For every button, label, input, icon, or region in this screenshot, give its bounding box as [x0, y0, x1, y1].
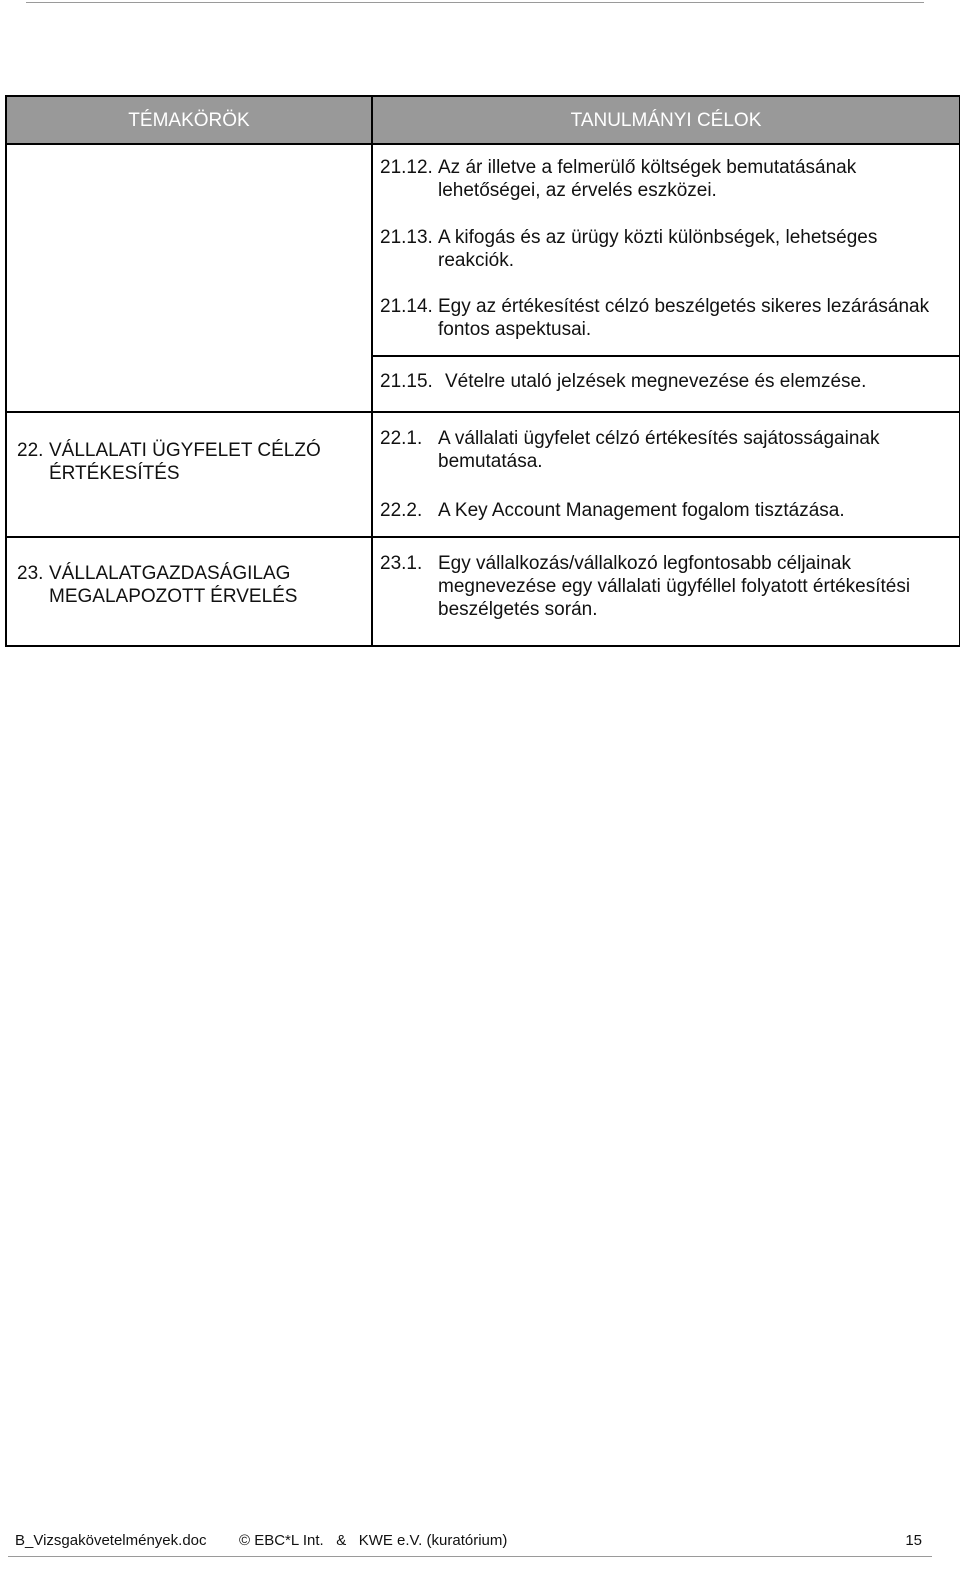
objective-cell: [372, 485, 960, 537]
objective-number: 23.1.: [380, 553, 423, 574]
topic-cell-empty: [6, 356, 372, 412]
topic-title: VÁLLALATI ÜGYFELET CÉLZÓ ÉRTÉKESÍTÉS: [49, 440, 321, 484]
top-rule: [26, 2, 924, 3]
objective-cell: [372, 282, 960, 356]
topic-cell-empty: [6, 282, 372, 356]
objective-text: A vállalati ügyfelet célzó értékesítés sajátosságainak bemutatása.: [438, 428, 880, 472]
topic-number: 22.: [17, 440, 44, 461]
objective-number: 21.15.: [380, 371, 433, 392]
footer-copyright: © EBC*L Int. & KWE e.V. (kuratórium): [239, 1532, 508, 1549]
table-row: [6, 412, 960, 485]
objective-cell: [372, 212, 960, 282]
topic-cell-empty: [6, 144, 372, 212]
objective-cell: [372, 144, 960, 212]
footer-page-number: 15: [905, 1532, 922, 1549]
table-header-row: [6, 96, 960, 144]
table-row: [6, 212, 960, 282]
objective-number: 22.2.: [380, 500, 423, 521]
table-row: [6, 144, 960, 212]
footer-rule: [8, 1556, 932, 1557]
topic-item: [7, 538, 371, 628]
objective-text: Vételre utaló jelzések megnevezése és elemzése.: [445, 371, 867, 392]
objective-number: 22.1.: [380, 428, 423, 449]
objective-item: [373, 145, 959, 212]
topic-cell: [6, 537, 372, 646]
objective-number: 21.13.: [380, 227, 433, 248]
topic-item: [7, 413, 371, 495]
topic-number: 23.: [17, 563, 44, 584]
objective-cell: [372, 356, 960, 412]
objective-item: [373, 282, 959, 355]
objective-item: [373, 485, 959, 536]
objective-item: [373, 538, 959, 645]
objective-text: A Key Account Management fogalom tisztázása.: [438, 500, 845, 521]
objective-cell: [372, 537, 960, 646]
table-row: [6, 282, 960, 356]
objective-item: [373, 413, 959, 485]
table-row: [6, 537, 960, 646]
objective-item: [373, 212, 959, 282]
objective-number: 21.14.: [380, 296, 433, 317]
footer-filename: B_Vizsgakövetelmények.doc: [15, 1532, 207, 1549]
objective-number: 21.12.: [380, 157, 433, 178]
objective-text: Egy vállalkozás/vállalkozó legfontosabb céljainak megnevezése egy vállalati ügyféllel folyatott értékesítési beszélgetés során.: [438, 553, 911, 620]
topic-cell-empty: [6, 212, 372, 282]
header-topics: TÉMAKÖRÖK: [6, 96, 372, 144]
table-row: [6, 356, 960, 412]
header-objectives: TANULMÁNYI CÉLOK: [372, 96, 960, 144]
objective-text: Egy az értékesítést célzó beszélgetés sikeres lezárásának fontos aspektusai.: [438, 296, 930, 340]
objective-item: [373, 357, 959, 411]
topic-title: VÁLLALATGAZDASÁGILAG MEGALAPOZOTT ÉRVELÉS: [49, 563, 298, 607]
topic-cell: [6, 412, 372, 537]
objective-text: A kifogás és az ürügy közti különbségek, lehetséges reakciók.: [438, 227, 878, 271]
objective-text: Az ár illetve a felmerülő költségek bemutatásának lehetőségei, az érvelés eszközei.: [438, 157, 857, 201]
curriculum-table: [5, 95, 960, 647]
objective-cell: [372, 412, 960, 485]
